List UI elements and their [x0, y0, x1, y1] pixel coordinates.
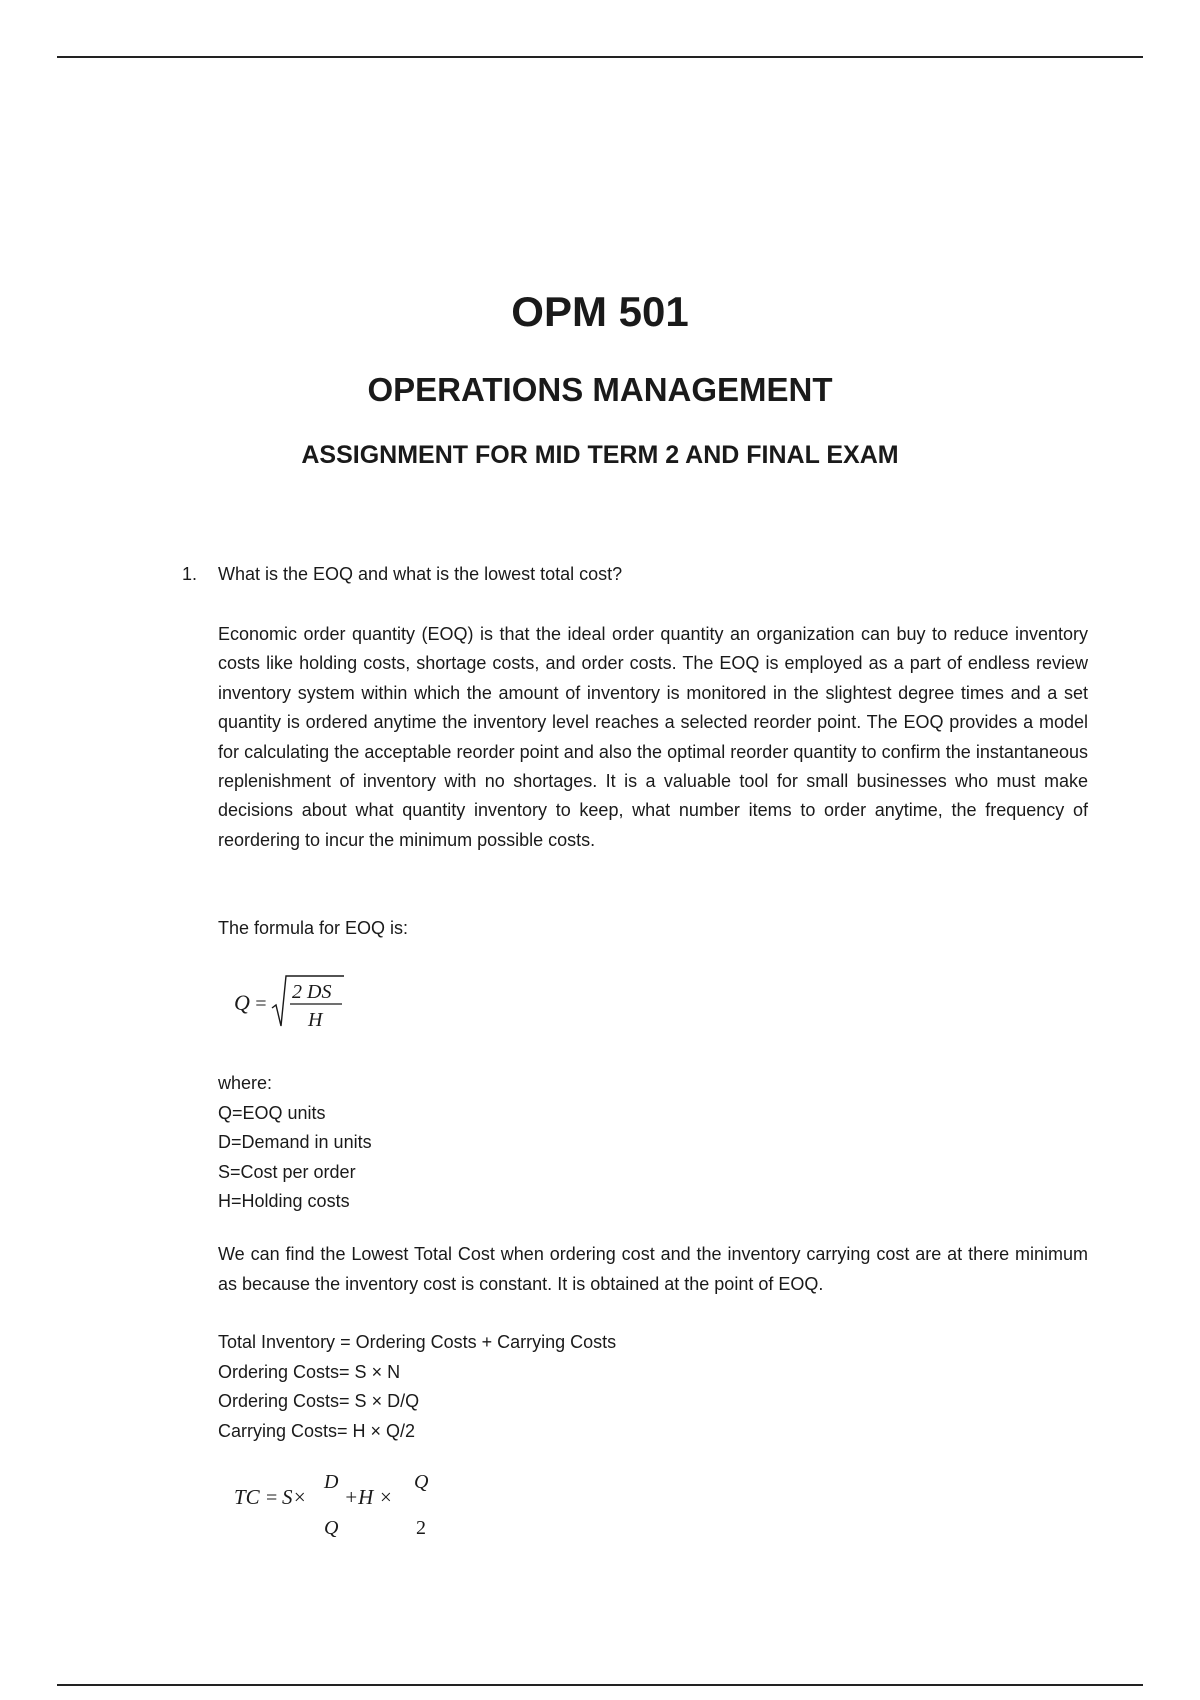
- eoq-formula: [230, 968, 380, 1038]
- assignment-title: ASSIGNMENT FOR MID TERM 2 AND FINAL EXAM: [301, 441, 899, 469]
- eoq-formula-denominator: H: [308, 1009, 323, 1031]
- cost-line: Ordering Costs= S × D/Q: [218, 1391, 420, 1412]
- bottom-rule: [57, 1684, 1143, 1686]
- tc-formula-eq: =: [266, 1487, 278, 1509]
- question-text: What is the EOQ and what is the lowest total cost?: [218, 564, 623, 584]
- definition-item: H=Holding costs: [218, 1191, 350, 1212]
- lowest-cost-paragraph: We can find the Lowest Total Cost when ordering cost and the inventory carrying cost are at there minimum as because the inventory cost is constant. It is obtained at the point of EOQ.: [218, 1244, 1088, 1294]
- definition-item: Q=EOQ units: [218, 1102, 326, 1123]
- where-label: where:: [218, 1073, 273, 1093]
- cost-line: Ordering Costs= S × N: [218, 1361, 401, 1382]
- tc-fraction1-numerator: D: [324, 1471, 339, 1493]
- definition-item: D=Demand in units: [218, 1132, 372, 1153]
- course-code-title: OPM 501: [511, 288, 689, 335]
- eoq-formula-numerator: 2 DS: [292, 981, 332, 1003]
- formula-intro: The formula for EOQ is:: [218, 918, 409, 938]
- tc-formula-lhs: TC: [234, 1485, 260, 1509]
- tc-fraction1-denominator: Q: [324, 1517, 339, 1539]
- eoq-formula-eq: =: [254, 993, 268, 1015]
- tc-formula-plus-h: +H ×: [344, 1485, 393, 1509]
- tc-formula: [232, 1464, 452, 1546]
- top-rule: [57, 56, 1143, 58]
- tc-fraction2-denominator: 2: [416, 1517, 426, 1539]
- cost-line: Carrying Costs= H × Q/2: [218, 1420, 416, 1441]
- course-name-title: OPERATIONS MANAGEMENT: [367, 371, 833, 408]
- question-number: 1.: [182, 564, 198, 584]
- cost-lines-block: [218, 1328, 616, 1446]
- eoq-answer-paragraph: Economic order quantity (EOQ) is that the ideal order quantity an organization can buy to reduce inventory costs like holding costs, shortage costs, and order costs. The EOQ is employed as a part of endless review inventory system within which the amount of inventory is monitored in the slightest degree times and a set quantity is ordered anytime the inventory level reaches a selected reorder point. The EOQ provides a model for calculating the acceptable reorder point and also the optimal reorder quantity to confirm the instantaneous replenishment of inventory with no shortages. It is a valuable tool for small businesses who must make decisions about what quantity inventory to keep, what number items to order anytime, the frequency of reordering to incur the minimum possible costs.: [218, 624, 1088, 850]
- eoq-formula-lhs: Q: [234, 990, 250, 1015]
- tc-fraction2-numerator: Q: [414, 1471, 429, 1493]
- tc-formula-s-term: S×: [282, 1485, 307, 1509]
- definitions-block: [218, 1069, 372, 1217]
- definition-item: S=Cost per order: [218, 1161, 356, 1182]
- cost-line: Total Inventory = Ordering Costs + Carrying Costs: [218, 1332, 617, 1352]
